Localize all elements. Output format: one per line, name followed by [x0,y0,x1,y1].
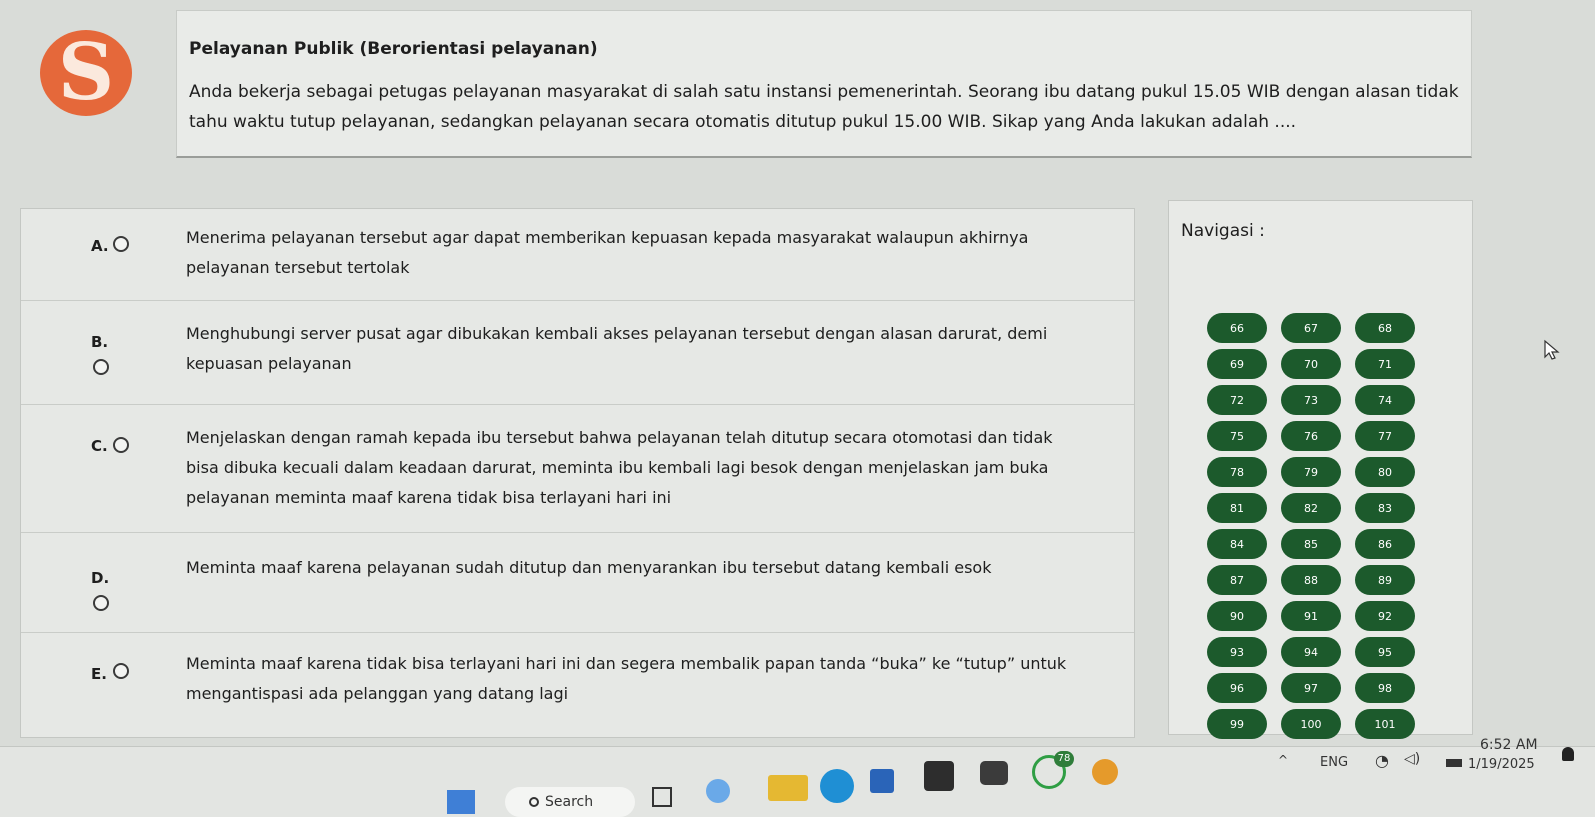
nav-question-71[interactable]: 71 [1355,349,1415,379]
capcut-icon[interactable] [924,761,954,791]
nav-question-91[interactable]: 91 [1281,601,1341,631]
battery-icon[interactable] [1446,759,1462,767]
nav-question-75[interactable]: 75 [1207,421,1267,451]
nav-question-92[interactable]: 92 [1355,601,1415,631]
nav-question-81[interactable]: 81 [1207,493,1267,523]
edge-icon[interactable] [820,769,854,803]
navigation-panel [1168,200,1473,735]
nav-question-67[interactable]: 67 [1281,313,1341,343]
app-logo: S [40,30,132,116]
nav-question-101[interactable]: 101 [1355,709,1415,739]
nav-question-78[interactable]: 78 [1207,457,1267,487]
nav-question-79[interactable]: 79 [1281,457,1341,487]
volume-icon[interactable]: ◁) [1404,751,1421,767]
notification-badge: 78 [1054,751,1074,767]
nav-question-95[interactable]: 95 [1355,637,1415,667]
radio-b[interactable] [93,359,109,375]
nav-question-84[interactable]: 84 [1207,529,1267,559]
question-card [176,10,1472,158]
option-letter: D. [91,569,110,587]
option-b[interactable] [21,301,1134,405]
nav-question-88[interactable]: 88 [1281,565,1341,595]
radio-a[interactable] [113,236,129,252]
option-letter: A. [91,237,109,255]
nav-question-89[interactable]: 89 [1355,565,1415,595]
option-text: Menerima pelayanan tersebut agar dapat memberikan kepuasan kepada masyarakat walaupun akhirnya pelayanan tersebut tertolak [186,228,1029,277]
nav-question-96[interactable]: 96 [1207,673,1267,703]
nav-question-70[interactable]: 70 [1281,349,1341,379]
nav-question-97[interactable]: 97 [1281,673,1341,703]
nav-question-86[interactable]: 86 [1355,529,1415,559]
option-text: Meminta maaf karena pelayanan sudah ditutup dan menyarankan ibu tersebut datang kembali esok [186,558,992,577]
clock-date[interactable]: 1/19/2025 [1468,757,1535,772]
nav-question-94[interactable]: 94 [1281,637,1341,667]
bell-icon[interactable] [1562,747,1574,761]
nav-question-80[interactable]: 80 [1355,457,1415,487]
nav-question-98[interactable]: 98 [1355,673,1415,703]
radio-c[interactable] [113,437,129,453]
chevron-up-icon[interactable]: ^ [1278,753,1289,767]
nav-question-68[interactable]: 68 [1355,313,1415,343]
nav-question-100[interactable]: 100 [1281,709,1341,739]
search-icon [529,797,539,807]
nav-question-99[interactable]: 99 [1207,709,1267,739]
nav-question-72[interactable]: 72 [1207,385,1267,415]
nav-question-69[interactable]: 69 [1207,349,1267,379]
clock-time[interactable]: 6:52 AM [1480,737,1538,753]
radio-d[interactable] [93,595,109,611]
navigation-title: Navigasi : [1181,221,1265,241]
taskbar [0,737,1595,817]
nav-question-93[interactable]: 93 [1207,637,1267,667]
option-letter: C. [91,437,108,455]
wifi-icon[interactable]: ◔ [1375,751,1389,770]
option-e[interactable] [21,633,1134,737]
folder-icon[interactable] [768,775,808,801]
app-icon[interactable] [1092,759,1118,785]
language-indicator[interactable]: ENG [1320,755,1349,770]
option-letter: E. [91,665,107,683]
nav-question-90[interactable]: 90 [1207,601,1267,631]
question-title: Pelayanan Publik (Berorientasi pelayanan) [189,39,598,59]
nav-question-77[interactable]: 77 [1355,421,1415,451]
nav-question-83[interactable]: 83 [1355,493,1415,523]
nav-question-87[interactable]: 87 [1207,565,1267,595]
nav-question-74[interactable]: 74 [1355,385,1415,415]
option-c[interactable] [21,405,1134,533]
taskbar-search[interactable] [505,787,635,817]
option-letter: B. [91,333,109,351]
camera-icon[interactable] [980,761,1008,785]
option-text: Meminta maaf karena tidak bisa terlayani hari ini dan segera membalik papan tanda “buka” ke “tutup” untuk mengantispasi ada pelanggan yang datang lagi [186,654,1067,703]
question-number-grid [1207,313,1447,739]
search-label: Search [545,794,594,810]
option-text: Menghubungi server pusat agar dibukakan kembali akses pelayanan tersebut dengan alasan darurat, demi kepuasan pelayanan [186,324,1048,373]
nav-question-76[interactable]: 76 [1281,421,1341,451]
task-view-icon[interactable] [652,787,672,807]
question-text: Anda bekerja sebagai petugas pelayanan masyarakat di salah satu instansi pemenerintah. Seorang ibu datang pukul 15.05 WIB dengan alasan tidak tahu waktu tutup pelayanan, sedangkan pelayanan secara otomatis ditutup pukul 15.00 WIB. Sikap yang Anda lakukan adalah .... [189,82,1459,132]
nav-question-73[interactable]: 73 [1281,385,1341,415]
answer-options [20,208,1135,738]
option-text: Menjelaskan dengan ramah kepada ibu tersebut bahwa pelayanan telah ditutup secara otomotasi dan tidak bisa dibuka kecuali dalam keadaan darurat, meminta ibu kembali lagi besok dengan menjelaskan jam buka pelayanan meminta maaf karena tidak bisa terlayani hari ini [186,428,1053,507]
nav-question-66[interactable]: 66 [1207,313,1267,343]
option-a[interactable] [21,209,1134,301]
option-d[interactable] [21,533,1134,633]
widgets-icon[interactable] [706,779,730,803]
nav-question-85[interactable]: 85 [1281,529,1341,559]
nav-question-82[interactable]: 82 [1281,493,1341,523]
start-icon[interactable] [447,790,475,814]
radio-e[interactable] [113,663,129,679]
store-icon[interactable] [870,769,894,793]
mouse-pointer-icon [1543,339,1561,361]
